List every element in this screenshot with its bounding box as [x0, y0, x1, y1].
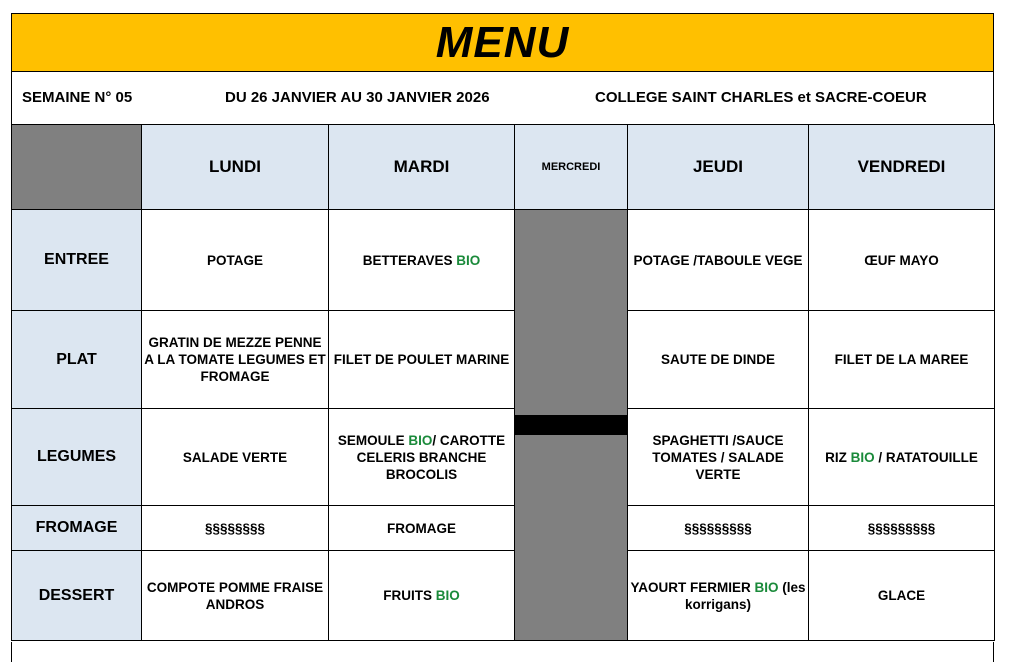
dish-text: FRUITS	[383, 588, 432, 603]
day-header-vendredi: VENDREDI	[809, 125, 995, 210]
cell-plat-mardi: FILET DE POULET MARINE	[329, 311, 515, 409]
bio-label: BIO	[456, 252, 481, 268]
cell-entree-vendredi: ŒUF MAYO	[809, 210, 995, 311]
day-header-jeudi: JEUDI	[628, 125, 809, 210]
row-entree	[12, 210, 995, 311]
bio-label: BIO	[435, 588, 460, 603]
row-label-dessert: DESSERT	[12, 551, 142, 641]
cell-fromage-mardi: FROMAGE	[329, 506, 515, 551]
dish-text: RIZ	[825, 449, 847, 465]
cell-legumes-lundi: SALADE VERTE	[142, 409, 329, 506]
menu-sheet	[11, 13, 994, 662]
cell-dessert-vendredi: GLACE	[809, 551, 995, 641]
page-title: MENU	[435, 17, 570, 67]
cell-dessert-jeudi	[628, 551, 809, 641]
day-header-lundi: LUNDI	[142, 125, 329, 210]
cell-dessert-mardi	[329, 551, 515, 641]
day-header-mercredi: MERCREDI	[515, 125, 628, 210]
row-label-entree: ENTREE	[12, 210, 142, 311]
info-bar	[11, 72, 994, 124]
row-label-plat: PLAT	[12, 311, 142, 409]
cell-plat-lundi: GRATIN DE MEZZE PENNE A LA TOMATE LEGUMES ET FROMAGE	[142, 311, 329, 409]
cell-legumes-vendredi	[809, 409, 995, 506]
row-label-fromage: FROMAGE	[12, 506, 142, 551]
dish-text: / CAROTTE CELERIS BRANCHE BROCOLIS	[356, 432, 506, 482]
bio-label: BIO	[754, 579, 779, 595]
cell-fromage-jeudi: §§§§§§§§§	[628, 506, 809, 551]
dish-text: SEMOULE	[337, 432, 405, 448]
row-fromage	[12, 506, 995, 551]
cell-entree-jeudi: POTAGE /TABOULE VEGE	[628, 210, 809, 311]
menu-table	[11, 124, 995, 641]
mercredi-closed-column	[515, 210, 628, 641]
bottom-strip	[11, 642, 994, 662]
cell-fromage-lundi: §§§§§§§§	[142, 506, 329, 551]
dish-text: BETTERAVES	[362, 252, 453, 268]
cell-entree-lundi: POTAGE	[142, 210, 329, 311]
row-legumes	[12, 409, 995, 506]
row-plat	[12, 311, 995, 409]
school-name: COLLEGE SAINT CHARLES et SACRE-COEUR	[595, 89, 927, 106]
date-range: DU 26 JANVIER AU 30 JANVIER 2026	[225, 89, 490, 106]
cell-dessert-lundi: COMPOTE POMME FRAISE ANDROS	[142, 551, 329, 641]
cell-legumes-mardi	[329, 409, 515, 506]
cell-entree-mardi	[329, 210, 515, 311]
dish-text: YAOURT FERMIER	[630, 579, 751, 595]
row-label-legumes: LEGUMES	[12, 409, 142, 506]
dish-text: (les korrigans)	[684, 579, 806, 612]
day-header-mardi: MARDI	[329, 125, 515, 210]
cell-plat-vendredi: FILET DE LA MAREE	[809, 311, 995, 409]
row-dessert	[12, 551, 995, 641]
bio-label: BIO	[408, 432, 433, 448]
dish-text: / RATATOUILLE	[878, 449, 978, 465]
days-header-row	[12, 125, 995, 210]
cell-plat-jeudi: SAUTE DE DINDE	[628, 311, 809, 409]
cell-fromage-vendredi: §§§§§§§§§	[809, 506, 995, 551]
week-number: SEMAINE N° 05	[22, 89, 133, 106]
cell-legumes-jeudi: SPAGHETTI /SAUCE TOMATES / SALADE VERTE	[628, 409, 809, 506]
title-bar	[11, 13, 994, 72]
bio-label: BIO	[850, 449, 875, 465]
corner-cell	[12, 125, 142, 210]
